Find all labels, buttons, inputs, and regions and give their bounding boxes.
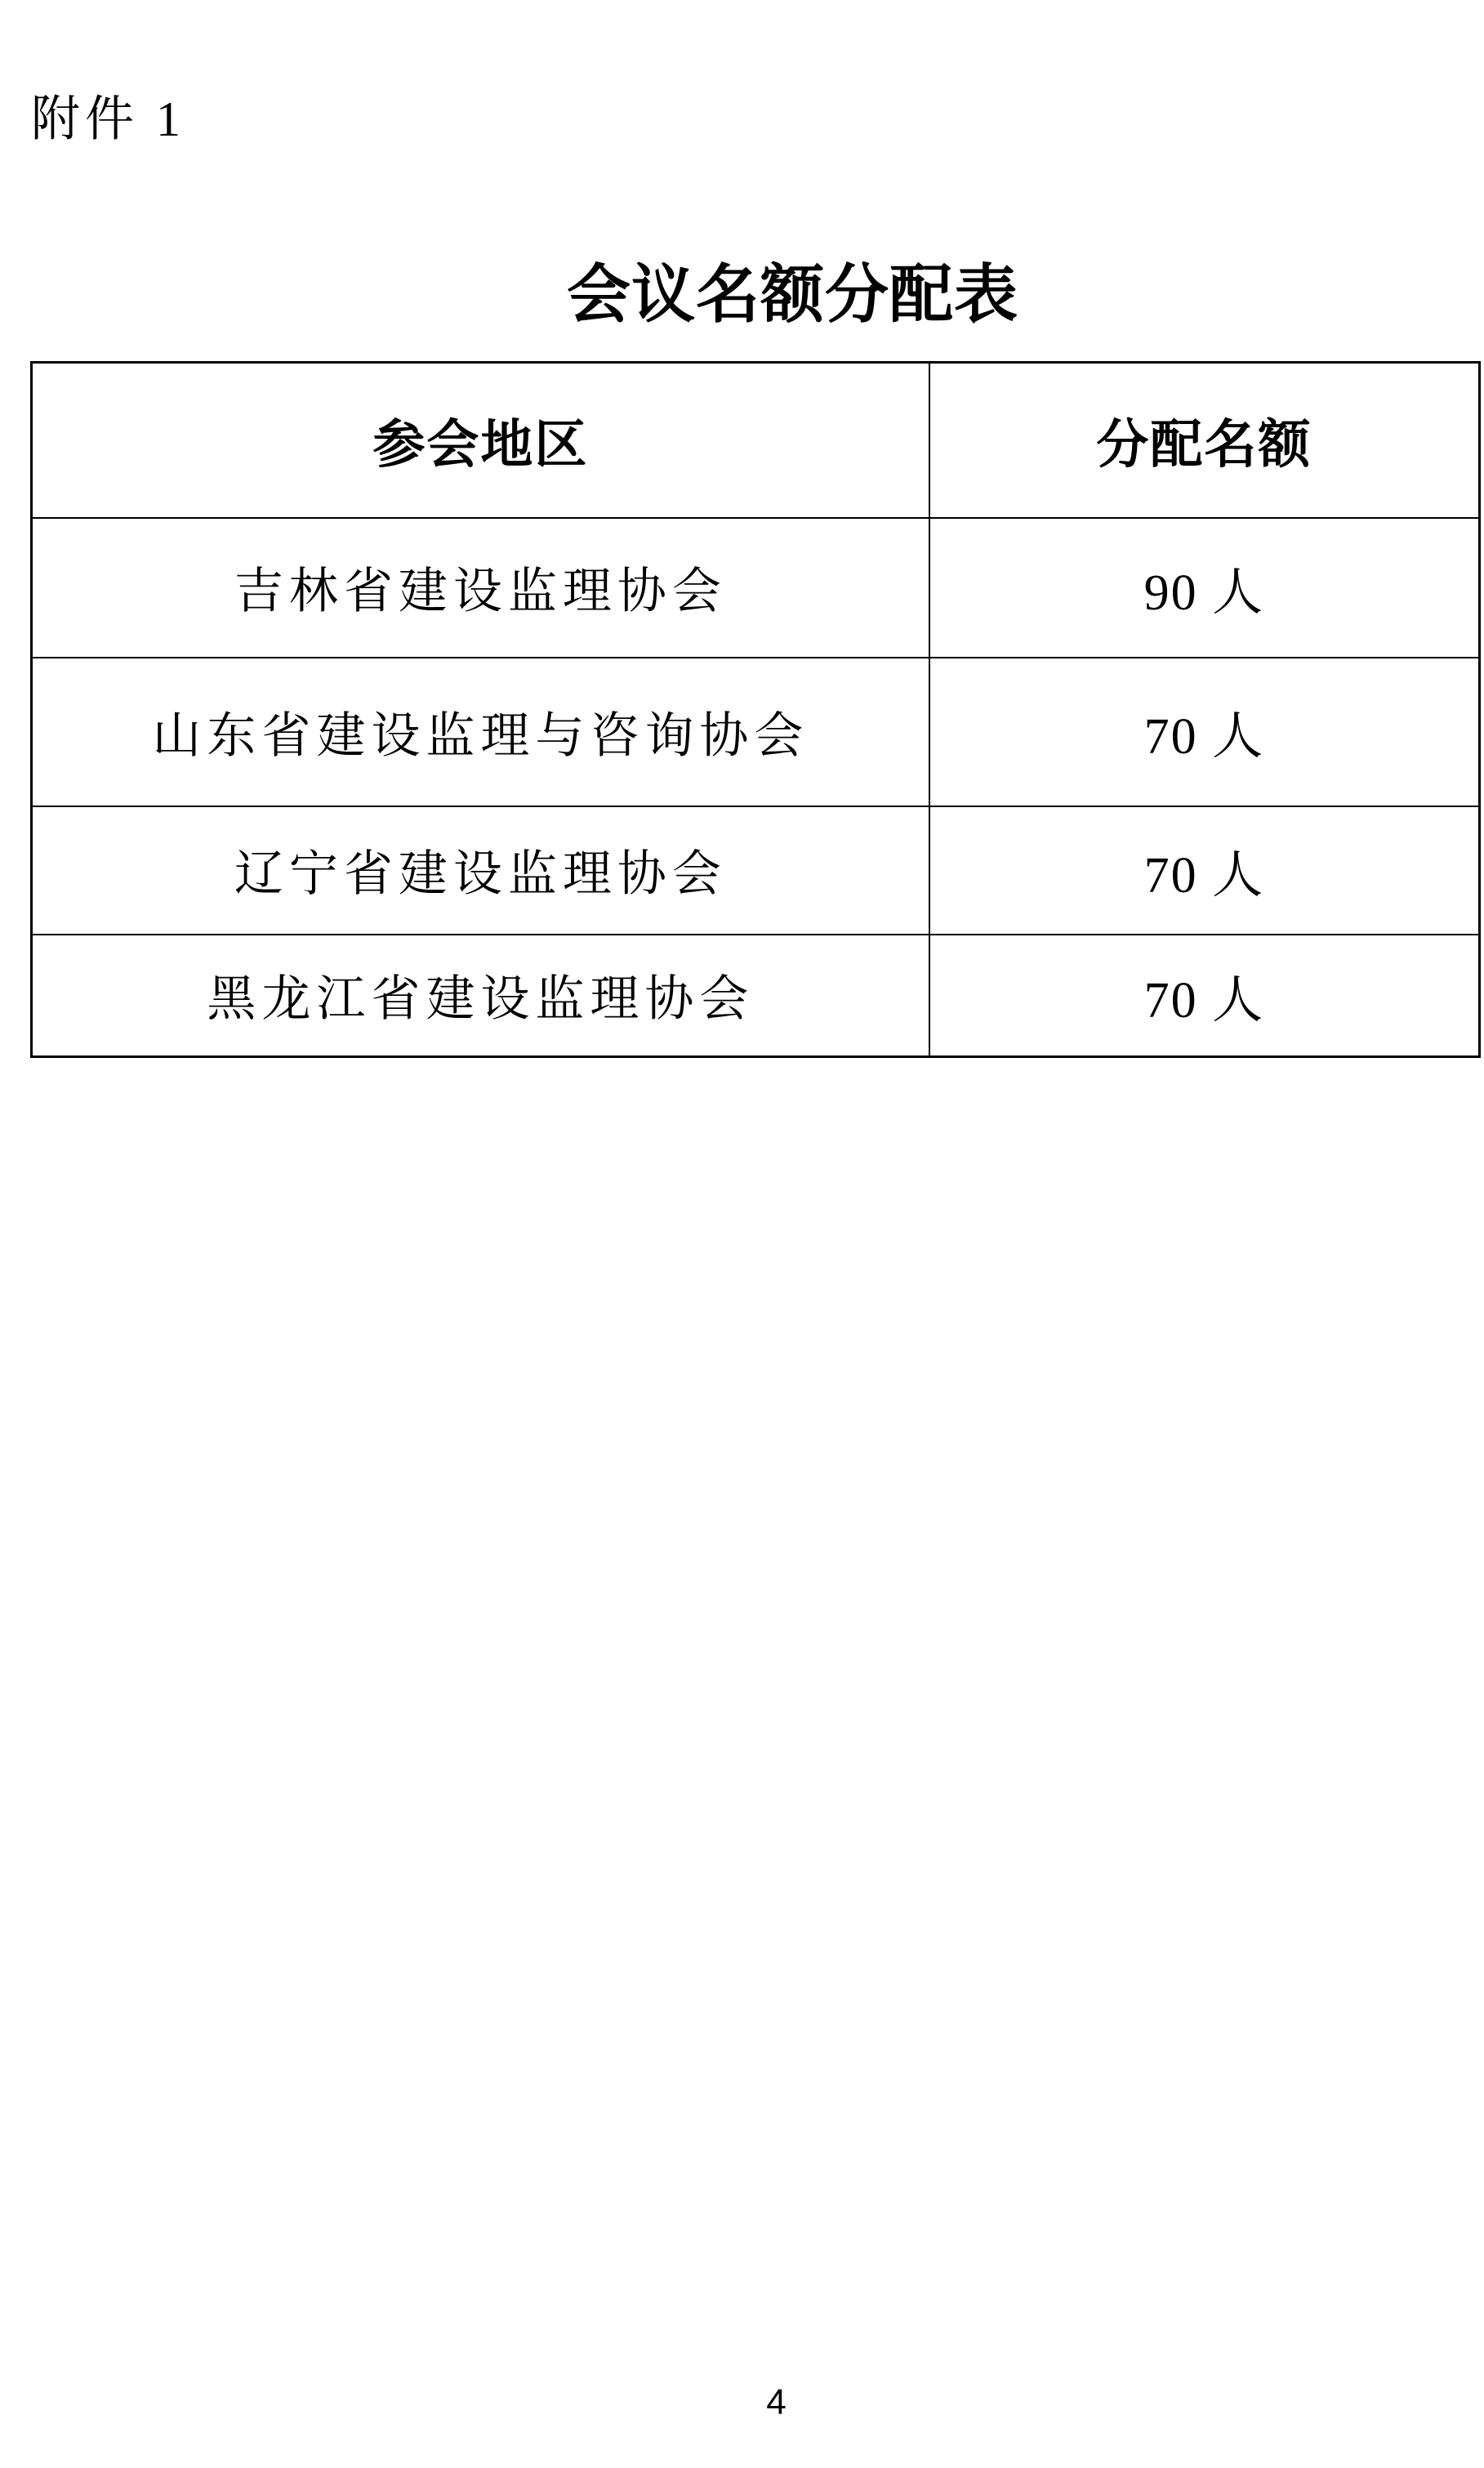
- quota-cell: 70 人: [929, 935, 1480, 1057]
- table-row: [32, 658, 1480, 806]
- column-header-region: 参会地区: [32, 363, 929, 518]
- region-cell: 吉林省建设监理协会: [32, 518, 929, 658]
- table-row: [32, 806, 1480, 935]
- table-row: [32, 935, 1480, 1057]
- page-title: 会议名额分配表: [567, 259, 1019, 330]
- quota-cell: 90 人: [929, 518, 1480, 658]
- region-cell: 山东省建设监理与咨询协会: [32, 658, 929, 806]
- quota-table: [30, 361, 1481, 1058]
- column-header-quota: 分配名额: [929, 363, 1480, 518]
- table-row: [32, 518, 1480, 658]
- quota-cell: 70 人: [929, 658, 1480, 806]
- quota-cell: 70 人: [929, 806, 1480, 935]
- page-number: 4: [766, 2382, 787, 2422]
- attachment-label: 附件 1: [31, 92, 185, 146]
- table-header-row: [32, 363, 1480, 518]
- region-cell: 辽宁省建设监理协会: [32, 806, 929, 935]
- region-cell: 黑龙江省建设监理协会: [32, 935, 929, 1057]
